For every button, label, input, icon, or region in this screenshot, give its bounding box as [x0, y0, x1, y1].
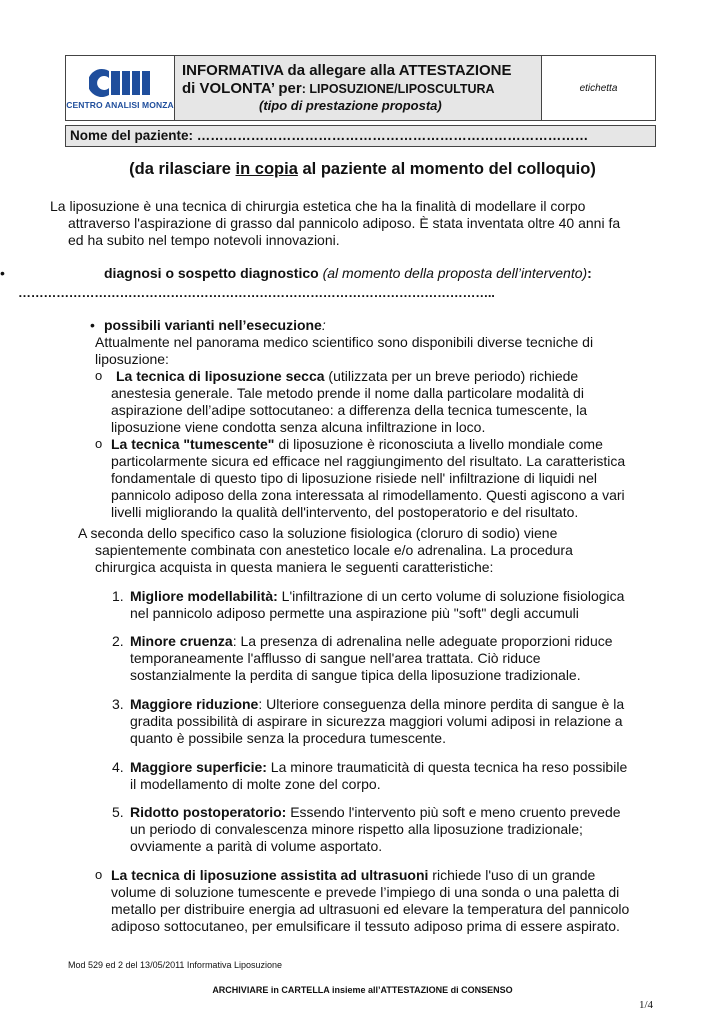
- second-para-line-1: A seconda dello specifico caso la soluzione fisiologica (cloruro di sodio) viene: [78, 525, 558, 541]
- technique-tumescente-line-1: La tecnica "tumescente" di liposuzione è riconosciuta a livello mondiale come: [111, 436, 603, 452]
- technique-secca-line-3: aspirazione dell’adipe sottocutaneo: a differenza della tecnica tumescente, la: [111, 402, 588, 418]
- technique-ultrasuoni-line-2: volume di soluzione tumescente e prevede l’impiego di una sonda o una paletta di: [111, 884, 620, 900]
- subtitle: (da rilasciare in copia al paziente al momento del colloquio): [129, 160, 596, 178]
- feature-number: 3.: [112, 696, 124, 712]
- technique-ultrasuoni-line-4: adiposo sottocutaneo, per emulsificare il tessuto adiposo prima di essere aspirato.: [111, 918, 620, 934]
- technique-secca-line-1: La tecnica di liposuzione secca (utilizzata per un breve periodo) richiede: [116, 368, 579, 384]
- footer-archive: ARCHIVIARE in CARTELLA insieme all’ATTESTAZIONE di CONSENSO: [212, 985, 513, 995]
- bullet-icon: •: [0, 265, 5, 281]
- feature-5-line-3: ovviamente a parità di volume asportato.: [130, 838, 383, 854]
- diagnosis-dots: …………………………………………………………………………………………………..: [18, 285, 495, 300]
- header-title: [175, 56, 542, 120]
- title-line-3: (tipo di prestazione proposta): [259, 98, 442, 113]
- feature-1-line-2: nel pannicolo adiposo permette una aspirazione più "soft" degli accumuli: [130, 605, 579, 621]
- variants-line-1: Attualmente nel panorama medico scientifico sono disponibili diverse tecniche di: [95, 334, 594, 350]
- feature-number: 2.: [112, 633, 124, 649]
- technique-secca-line-4: liposuzione viene condotta senza alcuna infiltrazione in loco.: [111, 419, 486, 435]
- document-header: [65, 55, 656, 121]
- feature-3-line-3: quanto è possibile senza la procedura tumescente.: [130, 730, 446, 746]
- diagnosis-line: diagnosi o sospetto diagnostico (al momento della proposta dell’intervento):: [104, 265, 592, 281]
- cam-logo-icon: [89, 67, 151, 99]
- feature-2-line-2: temporaneamente l'afflusso di sangue nell'area trattata. Ciò riduce: [130, 650, 541, 666]
- sub-bullet-icon: o: [95, 436, 103, 451]
- feature-4-line-2: il modellamento di molte zone del corpo.: [130, 776, 381, 792]
- variants-title: possibili varianti nell’esecuzione:: [104, 317, 326, 333]
- logo-text: CENTRO ANALISI MONZA: [66, 99, 174, 110]
- technique-tumescente-line-4: pannicolo adiposo della zona interessata al rimodellamento. Questi agiscono a vari: [111, 487, 625, 503]
- feature-2-line-1: Minore cruenza: La presenza di adrenalina nelle adeguate proporzioni riduce: [130, 633, 613, 649]
- feature-5-line-2: un periodo di convalescenza minore rispetto alla liposuzione tradizionale;: [130, 821, 583, 837]
- feature-1-line-1: Migliore modellabilità: L'infiltrazione di un certo volume di soluzione fisiologica: [130, 588, 625, 604]
- title-line-2: di VOLONTA’ per: LIPOSUZIONE/LIPOSCULTURA: [182, 80, 495, 97]
- technique-tumescente-line-3: fondamentale di questo tipo di liposuzione risiede nell' infiltrazione di liquidi nel: [111, 470, 597, 486]
- intro-line-2: attraverso l'aspirazione di grasso dal pannicolo adiposo. È stata inventata oltre 40 anni fa: [68, 215, 621, 231]
- sub-bullet-icon: o: [95, 867, 103, 882]
- feature-3-line-2: gradita possibilità di aspirare in sicurezza maggiori volumi adiposi in relazione a: [130, 713, 623, 729]
- technique-tumescente-line-2: particolarmente sicura ed efficace nel raggiungimento del risultato. La caratteristica: [111, 453, 626, 469]
- feature-number: 1.: [112, 588, 124, 604]
- intro-line-1: La liposuzione è una tecnica di chirurgia estetica che ha la finalità di modellare il corpo: [50, 198, 586, 214]
- technique-tumescente-line-5: livelli migliorando la qualità dell'intervento, del postoperatorio e del risultato.: [111, 504, 579, 520]
- feature-number: 4.: [112, 759, 124, 775]
- sub-bullet-icon: o: [95, 368, 103, 383]
- logo: [66, 56, 175, 120]
- feature-4-line-1: Maggiore superficie: La minore traumaticità di questa tecnica ha reso possibile: [130, 759, 628, 775]
- second-para-line-2: sapientemente combinata con anestetico locale e/o adrenalina. La procedura: [95, 542, 573, 558]
- patient-name-row: Nome del paziente: ……………………………………………………………………………: [65, 125, 656, 147]
- feature-2-line-3: sostanzialmente la perdita di sangue tipica della liposuzione tradizionale.: [130, 667, 581, 683]
- feature-3-line-1: Maggiore riduzione: Ulteriore conseguenza della minore perdita di sangue è la: [130, 696, 625, 712]
- footer-mod: Mod 529 ed 2 del 13/05/2011 Informativa Liposuzione: [68, 960, 282, 970]
- feature-5-line-1: Ridotto postoperatorio: Essendo l'intervento più soft e meno cruento prevede: [130, 804, 621, 820]
- technique-secca-line-2: anestesia generale. Tale metodo prende il nome dalla particolare modalità di: [111, 385, 584, 401]
- page-number: 1/4: [639, 999, 654, 1011]
- bullet-icon: •: [90, 317, 95, 333]
- title-line-1: INFORMATIVA da allegare alla ATTESTAZIONE: [182, 62, 512, 79]
- variants-line-2: liposuzione:: [95, 351, 169, 367]
- second-para-line-3: chirurgica acquista in questa maniera le seguenti caratteristiche:: [95, 559, 494, 575]
- label-box: etichetta: [579, 82, 618, 94]
- technique-ultrasuoni-line-1: La tecnica di liposuzione assistita ad ultrasuoni richiede l'uso di un grande: [111, 867, 596, 883]
- technique-ultrasuoni-line-3: metallo per distribuire energia ad ultrasuoni ed elevare la temperatura del pannicolo: [111, 901, 630, 917]
- feature-number: 5.: [112, 804, 124, 820]
- intro-line-3: ed ha subito nel tempo notevoli innovazioni.: [68, 232, 340, 248]
